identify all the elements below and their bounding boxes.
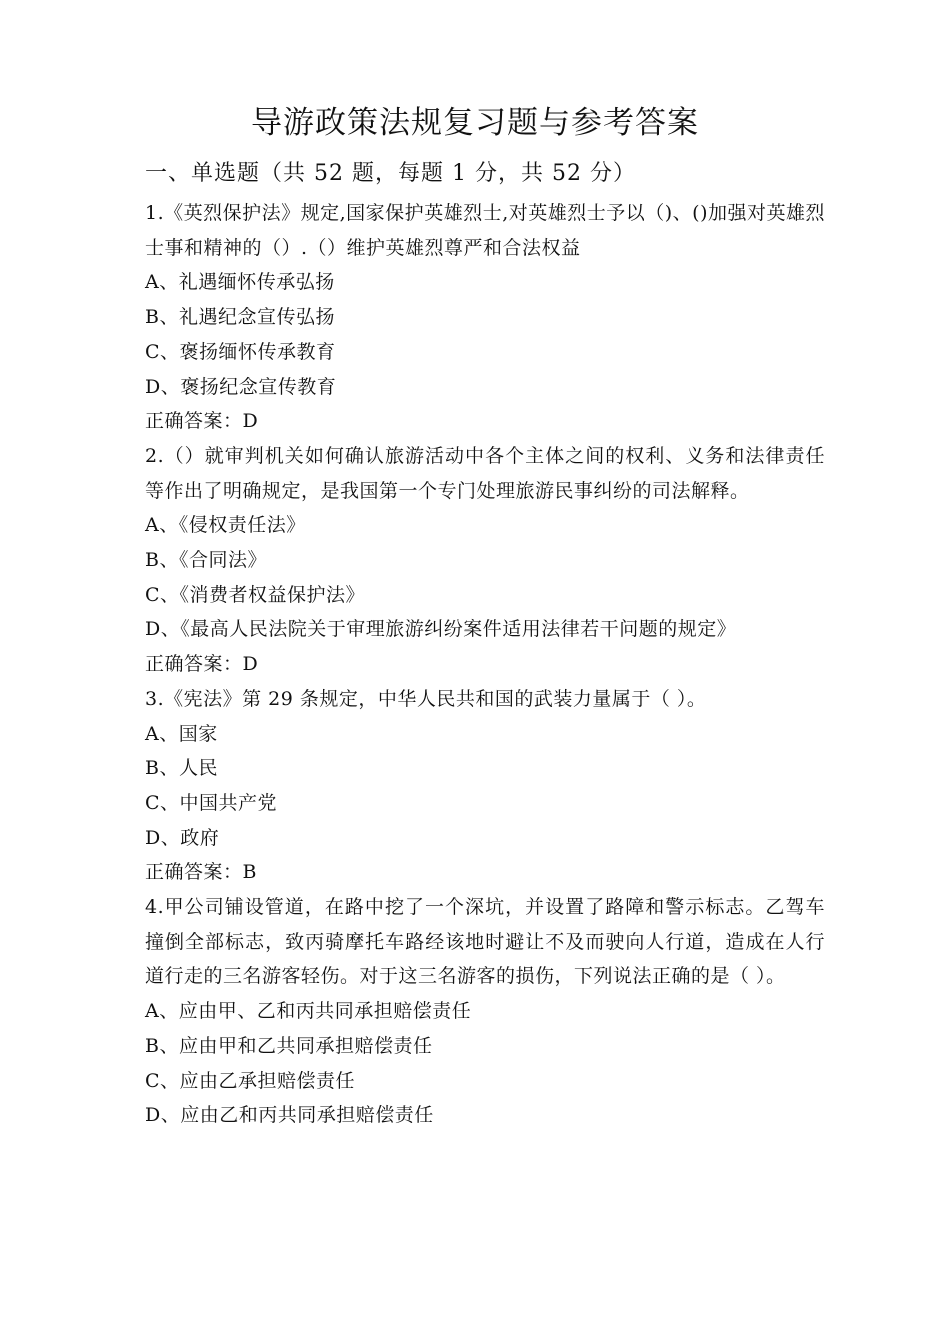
question-stem: 4.甲公司铺设管道，在路中挖了一个深坑，并设置了路障和警示标志。乙驾车撞倒全部标志，致丙骑摩托车路经该地时避让不及而驶向人行道，造成在人行道行走的三名游客轻伤。对于这三名游客的损伤，下列说法正确的是（ ）。 [145,896,825,988]
option-a: A、《侵权责任法》 [145,514,306,537]
option-b: B、《合同法》 [145,549,267,572]
option-d: D、应由乙和丙共同承担赔偿责任 [145,1104,434,1127]
option-b: B、应由甲和乙共同承担赔偿责任 [145,1034,433,1057]
correct-answer: 正确答案：B [145,861,257,884]
correct-answer: 正确答案：D [145,653,259,676]
question-2 [145,439,825,682]
option-c: C、中国共产党 [145,791,278,814]
section-heading: 一、单选题（共 52 题，每题 1 分，共 52 分） [145,161,636,186]
option-c: C、应由乙承担赔偿责任 [145,1069,356,1092]
option-d: D、褒扬纪念宣传教育 [145,375,337,398]
question-1 [145,196,825,439]
question-list [145,196,825,1133]
question-3 [145,682,825,890]
correct-answer: 正确答案：D [145,410,259,433]
option-d: D、政府 [145,826,220,849]
option-b: B、人民 [145,757,218,780]
question-4 [145,890,825,1133]
question-stem: 1.《英烈保护法》规定,国家保护英雄烈士,对英雄烈士予以（)、()加强对英雄烈士事和精神的（）.（）维护英雄烈尊严和合法权益 [145,202,825,259]
option-a: A、应由甲、乙和丙共同承担赔偿责任 [145,1000,472,1023]
question-stem: 2.（）就审判机关如何确认旅游活动中各个主体之间的权利、义务和法律责任等作出了明确规定，是我国第一个专门处理旅游民事纠纷的司法解释。 [145,444,825,502]
document-title: 导游政策法规复习题与参考答案 [251,105,699,141]
option-a: A、国家 [145,722,218,745]
option-b: B、礼遇纪念宣传弘扬 [145,306,335,329]
question-stem: 3.《宪法》第 29 条规定，中华人民共和国的武装力量属于（ ）。 [145,687,707,710]
option-c: C、《消费者权益保护法》 [145,583,366,606]
option-d: D、《最高人民法院关于审理旅游纠纷案件适用法律若干问题的规定》 [145,618,737,641]
option-c: C、褒扬缅怀传承教育 [145,340,336,363]
option-a: A、礼遇缅怀传承弘扬 [145,271,335,294]
